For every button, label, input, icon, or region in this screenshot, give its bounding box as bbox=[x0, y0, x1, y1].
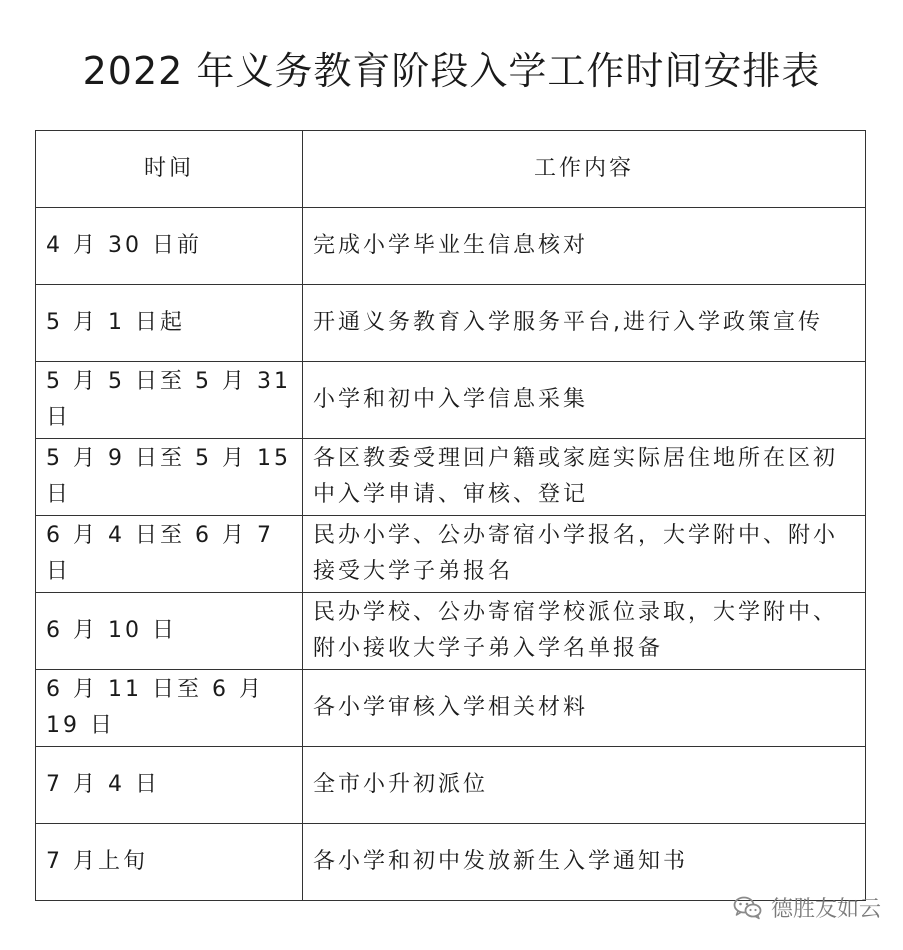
table-row bbox=[36, 285, 866, 362]
table-row bbox=[36, 747, 866, 824]
time-cell: 5 月 5 日至 5 月 31 日 bbox=[36, 362, 303, 439]
time-cell: 6 月 10 日 bbox=[36, 593, 303, 670]
watermark bbox=[733, 892, 881, 923]
content-cell: 完成小学毕业生信息核对 bbox=[303, 208, 866, 285]
content-cell: 各小学和初中发放新生入学通知书 bbox=[303, 824, 866, 901]
content-cell: 开通义务教育入学服务平台,进行入学政策宣传 bbox=[303, 285, 866, 362]
time-cell: 4 月 30 日前 bbox=[36, 208, 303, 285]
time-cell: 7 月上旬 bbox=[36, 824, 303, 901]
content-cell: 各小学审核入学相关材料 bbox=[303, 670, 866, 747]
wechat-icon bbox=[733, 895, 763, 921]
content-cell: 民办小学、公办寄宿小学报名，大学附中、附小接受大学子弟报名 bbox=[303, 516, 866, 593]
table-row bbox=[36, 670, 866, 747]
content-cell: 各区教委受理回户籍或家庭实际居住地所在区初中入学申请、审核、登记 bbox=[303, 439, 866, 516]
content-cell: 民办学校、公办寄宿学校派位录取，大学附中、附小接收大学子弟入学名单报备 bbox=[303, 593, 866, 670]
table-row bbox=[36, 362, 866, 439]
table-row bbox=[36, 208, 866, 285]
table-header-row bbox=[36, 131, 866, 208]
time-cell: 6 月 11 日至 6 月 19 日 bbox=[36, 670, 303, 747]
time-cell: 7 月 4 日 bbox=[36, 747, 303, 824]
content-cell: 小学和初中入学信息采集 bbox=[303, 362, 866, 439]
page-title: 2022 年义务教育阶段入学工作时间安排表 bbox=[82, 49, 821, 93]
header-content: 工作内容 bbox=[303, 131, 866, 208]
table-row bbox=[36, 593, 866, 670]
header-time: 时间 bbox=[36, 131, 303, 208]
time-cell: 6 月 4 日至 6 月 7 日 bbox=[36, 516, 303, 593]
content-cell: 全市小升初派位 bbox=[303, 747, 866, 824]
watermark-text: 德胜友如云 bbox=[770, 897, 881, 922]
time-cell: 5 月 9 日至 5 月 15 日 bbox=[36, 439, 303, 516]
time-cell: 5 月 1 日起 bbox=[36, 285, 303, 362]
table-row bbox=[36, 439, 866, 516]
table-row bbox=[36, 824, 866, 901]
schedule-table bbox=[35, 130, 866, 901]
table-row bbox=[36, 516, 866, 593]
